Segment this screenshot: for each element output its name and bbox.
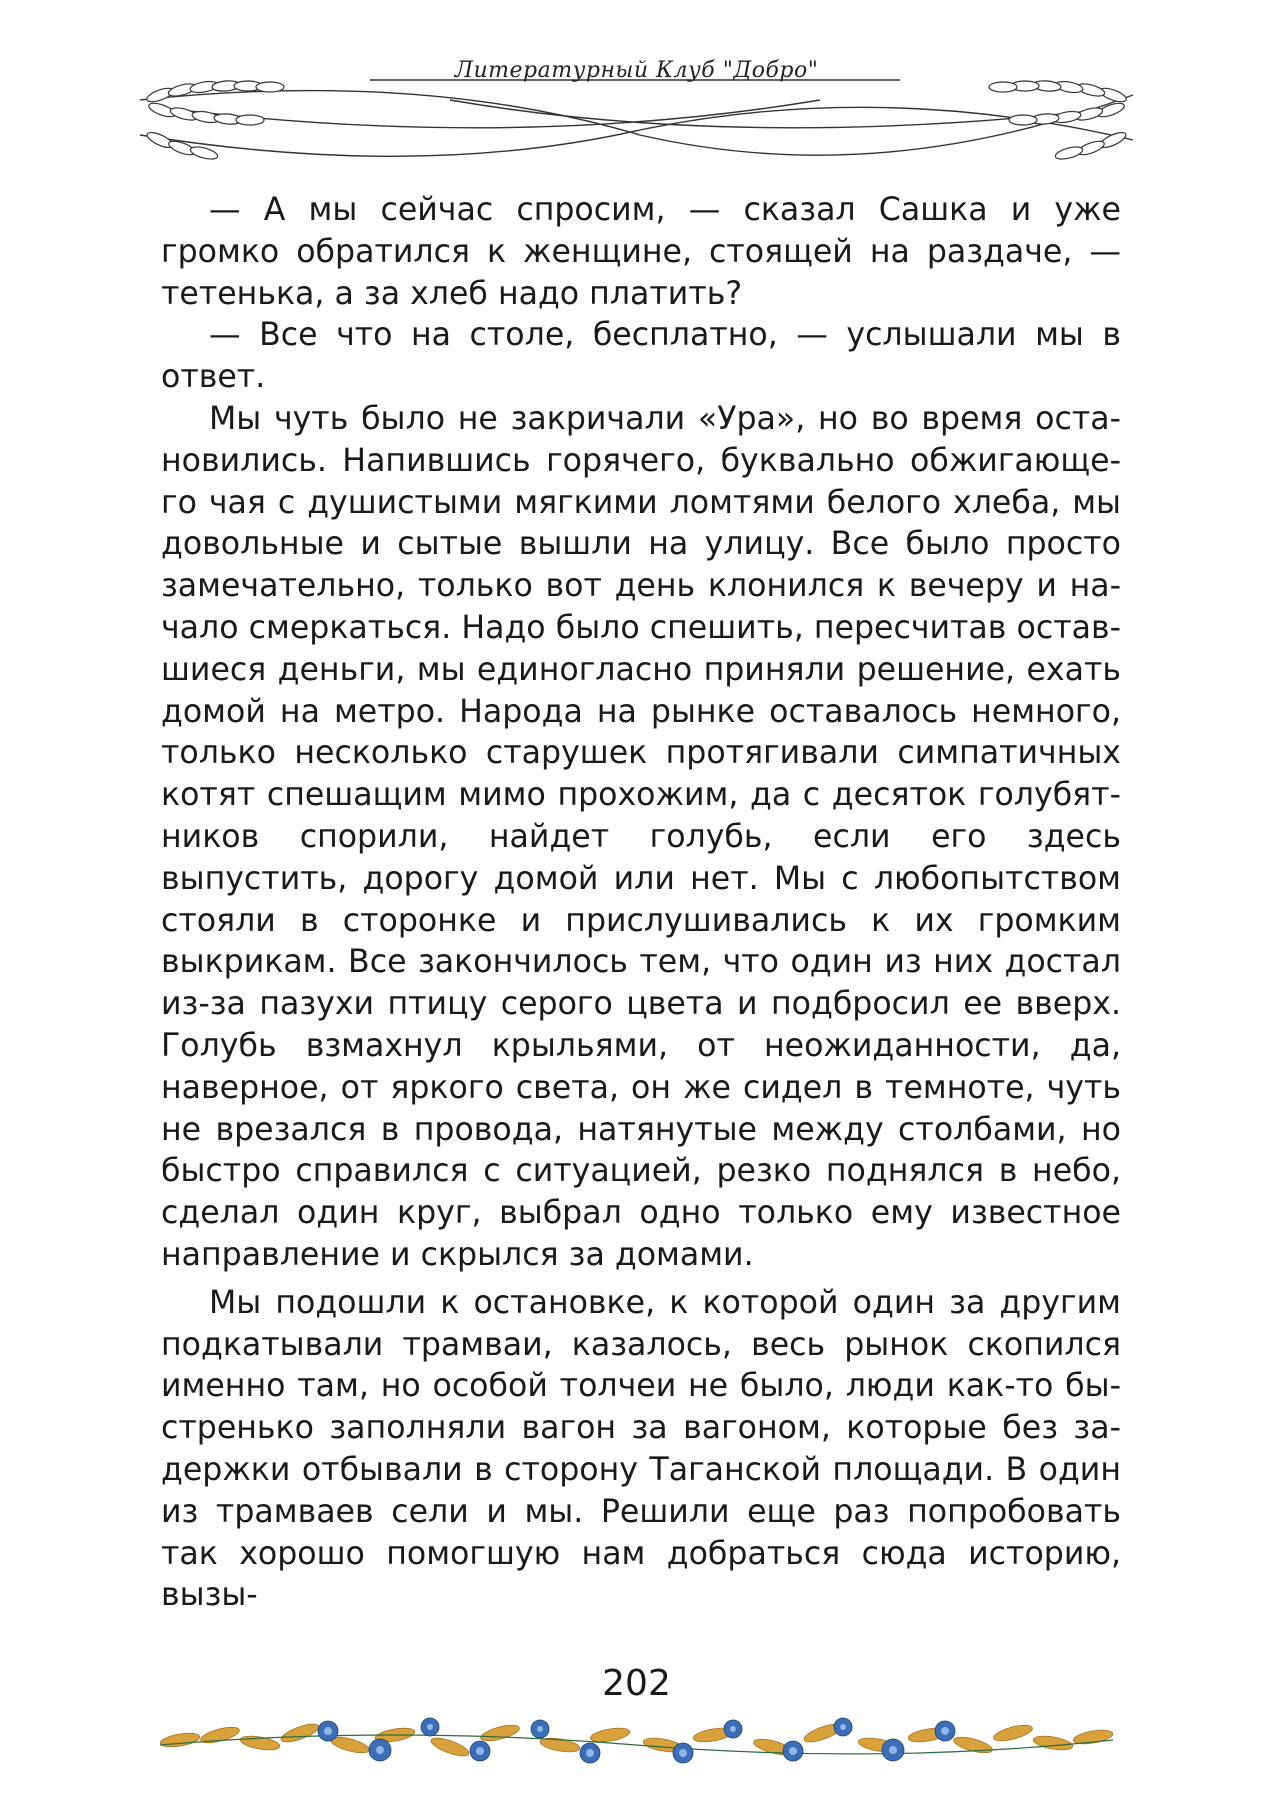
club-title: Литературный Клуб "Добро" <box>454 58 819 83</box>
paragraph: — Все что на столе, бесплатно, — услышали мы в ответ. <box>161 317 1121 396</box>
paragraph: — А мы сейчас спросим, — сказал Сашка и уже громко обратился к женщине, стоящей на раздаче, — тетенька, а за хлеб надо платить? <box>161 192 1121 312</box>
page-header <box>120 40 1153 170</box>
paragraph: Мы чуть было не закричали «Ура», но во время остановились. Напившись горячего, буквально обжигающего чая с душистыми мягкими ломтями белого хлеба, мы довольные и сытые вышли на улицу. Все было просто замечательно, только вот день клонился к вечеру и начало смеркаться. Надо было спешить, пересчитав оставшиеся деньги, мы единогласно приняли решение, ехать домой на метро. Народа на рынке оставалось немного, только несколько старушек протягивали симпатичных котят спешащим мимо прохожим, да с десяток голубятников спорили, найдет голубь, если его здесь выпустить, дорогу домой или нет. Мы с любопытством стояли в сторонке и прислушивались к их громким выкрикам. Все закончилось тем, что один из них достал из-за пазухи птицу серого цвета и подбросил ее вверх. Голубь взмахнул крыльями, от неожиданности, да, наверное, от яркого света, он же сидел в темноте, чуть не врезался в провода, натянутые между столбами, но быстро справился с ситуацией, резко поднялся в небо, сделал один круг, выбрал одно только ему известное направление и скрылся за домами. <box>161 400 1121 1273</box>
page-number: 202 <box>602 1663 671 1704</box>
wheat-cornflower-garland-icon <box>150 1705 1123 1775</box>
page-body-text <box>161 190 1121 1617</box>
page-footer <box>150 1705 1123 1775</box>
paragraph: Мы подошли к остановке, к которой один за другим подкатывали трамваи, казалось, весь рынок скопился именно там, но особой толчеи не было, люди как-то быстренько заполняли вагон за вагоном, которые без задержки отбывали в сторону Таганской площади. В один из трамваев сели и мы. Решили еще раз попробовать так хорошо помогшую нам добраться сюда историю, вызы- <box>161 1284 1121 1614</box>
